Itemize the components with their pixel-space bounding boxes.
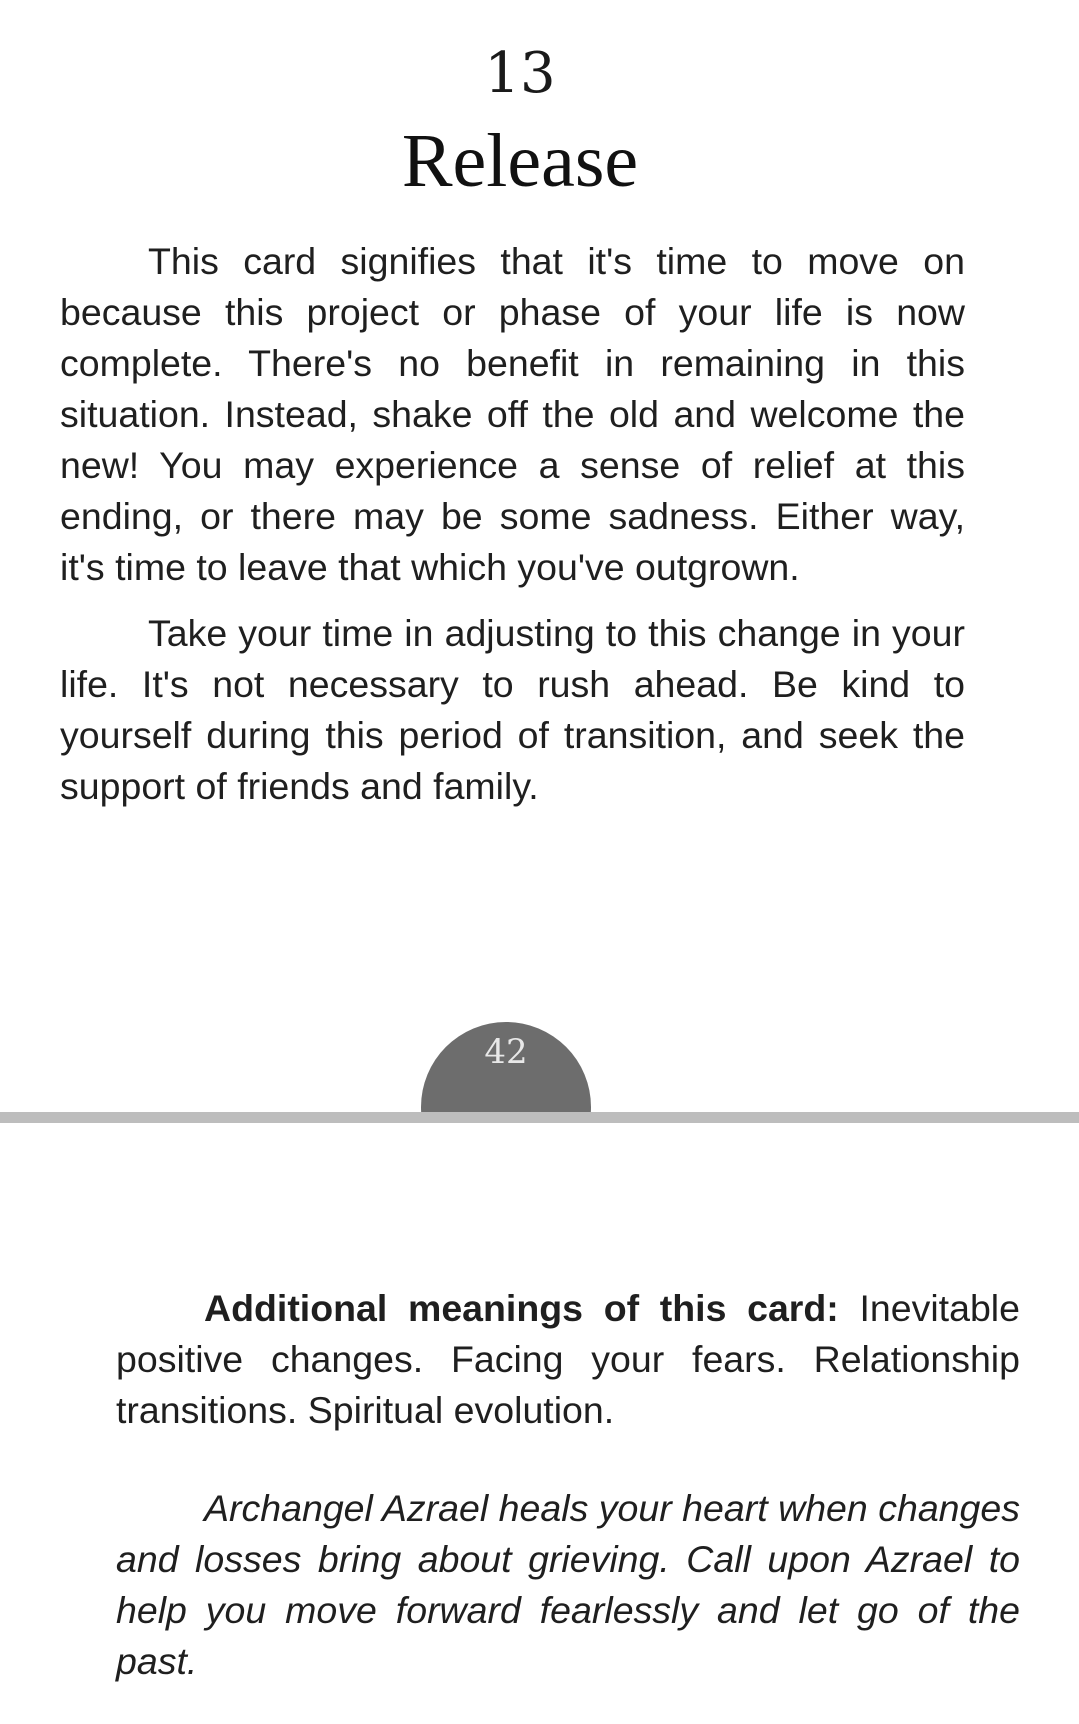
body-paragraph-1: This card signifies that it's time to move on because this project or phase of your life is now complete. There's no benefit in remaining in this situation. Instead, shake off the old and welcome the new! You may experience a sense of relief at this ending, or there may be some sadness. Either way, it's time to leave that which you've outgrown. bbox=[60, 240, 965, 588]
archangel-message: Archangel Azrael heals your heart when changes and losses bring about grieving. Call upon Azrael to help you move forward fearlessly and let go of the past. bbox=[116, 1487, 1020, 1682]
body-paragraph-2: Take your time in adjusting to this change in your life. It's not necessary to rush ahead. Be kind to yourself during this period of transition, and seek the support of friends and family. bbox=[60, 612, 965, 807]
additional-meanings-label: Additional meanings of this card: bbox=[204, 1287, 839, 1329]
page-divider bbox=[0, 1112, 1079, 1123]
page-number: 42 bbox=[484, 1032, 528, 1072]
card-number: 13 bbox=[484, 41, 556, 106]
additional-meanings bbox=[116, 1283, 1020, 1436]
card-title: Release bbox=[401, 119, 639, 203]
additional-meanings-text: Inevitable positive changes. Facing your fears. Relationship transitions. Spiritual evolution. bbox=[116, 1287, 1020, 1431]
